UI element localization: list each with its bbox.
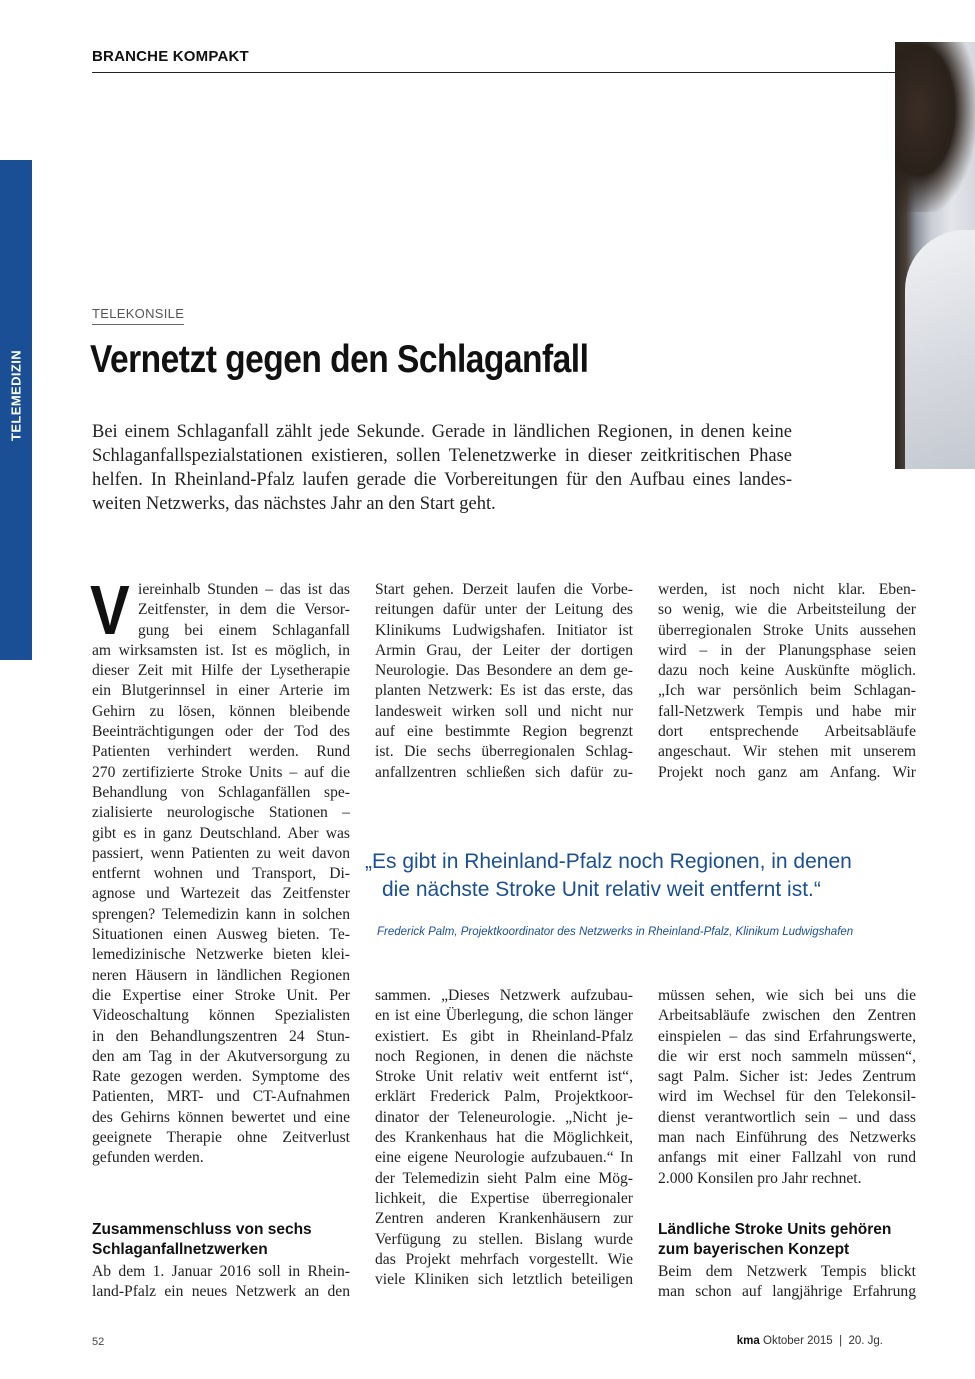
body-line: viele Kliniken sich letztlich beteiligen <box>375 1271 633 1289</box>
footer-info <box>737 1335 883 1347</box>
body-line: land-Pfalz ein neues Netzwerk an den <box>92 1283 350 1301</box>
issue-date: Oktober 2015 <box>763 1335 833 1347</box>
body-line: lichkeit, die Expertise überregionaler <box>375 1189 633 1207</box>
body-line: ist. Die sechs überregionalen Schlag- <box>375 743 633 761</box>
body-line: Zentren anderen Krankenhäusern zur <box>375 1210 633 1228</box>
lead-line: Schlaganfallspezialstationen existieren, sollen Telenetzwerke in dieser zeitkritischen Phase <box>92 446 792 466</box>
body-line: dazu noch keine Auskünfte möglich. <box>658 662 916 680</box>
body-line: überregionalen Stroke Units aussehen <box>658 621 916 639</box>
body-line: Klinikums Ludwigshafen. Initiator ist <box>375 621 633 639</box>
body-line: anfallzentren schließen sich dafür zu- <box>375 763 633 781</box>
body-line: in den Behandlungszentren 24 Stun- <box>92 1027 350 1045</box>
body-column-2 <box>375 580 633 783</box>
body-line: passiert, wenn Patienten zu weit davon <box>92 844 350 862</box>
body-line: 270 zertifizierte Stroke Units – auf die <box>92 763 350 781</box>
header-rule <box>92 72 895 73</box>
body-line: entfernt wohnen und Transport, Di- <box>92 865 350 883</box>
subheading-2 <box>658 1220 916 1260</box>
body-line: reitungen dafür unter der Leitung des <box>375 601 633 619</box>
body-line: Neurologie. Das Besondere an dem ge- <box>375 662 633 680</box>
body-line: dieser Zeit mit Hilfe der Lysetherapie <box>92 662 350 680</box>
volume: 20. Jg. <box>848 1335 883 1347</box>
subheading-line: Zusammenschluss von sechs <box>92 1221 312 1238</box>
body-line: planten Netzwerk: Es ist das erste, das <box>375 682 633 700</box>
body-line: müssen sehen, wie sich bei uns die <box>658 987 916 1004</box>
pull-quote-line: „Es gibt in Rheinland-Pfalz noch Regionen, in denen <box>365 850 852 873</box>
drop-cap: V <box>90 571 130 649</box>
body-line: auf eine bestimmte Region begrenzt <box>375 723 633 741</box>
body-line: iereinhalb Stunden – das ist das <box>138 581 350 598</box>
pull-quote <box>365 848 852 904</box>
body-line: geeignete Therapie ohne Zeitverlust <box>92 1129 350 1147</box>
pull-quote-line: die nächste Stroke Unit relativ weit entfernt ist.“ <box>382 878 821 901</box>
body-line: Situationen einen Ausweg bieten. Te- <box>92 926 350 944</box>
body-line: noch Regionen, in denen die nächste <box>375 1047 633 1065</box>
body-line: Ab dem 1. Januar 2016 soll in Rhein- <box>92 1263 350 1280</box>
subheading-1 <box>92 1220 350 1260</box>
footer-separator: | <box>839 1335 843 1347</box>
body-column-3-continued <box>658 1262 916 1303</box>
body-line: Rate gezogen werden. Symptome des <box>92 1068 350 1086</box>
body-line: den am Tag in der Akutversorgung zu <box>92 1047 350 1065</box>
body-line: man nach Einführung des Netzwerks <box>658 1129 916 1147</box>
article-kicker: TELEKONSILE <box>92 306 185 321</box>
body-line: 2.000 Konsilen pro Jahr rechnet. <box>658 1169 862 1187</box>
body-line: Arbeitsabläufe zwischen den Zentren <box>658 1007 916 1025</box>
body-line: Projekt noch ganz am Anfang. Wir <box>658 763 916 781</box>
body-line: die Expertise einer Stroke Unit. Per <box>92 986 350 1004</box>
body-line: dinator der Teleneurologie. „Nicht je- <box>375 1108 633 1126</box>
body-line: dienst verantwortlich sein – und dass <box>658 1108 916 1126</box>
body-line: gung bei einem Schlaganfall <box>138 621 350 639</box>
body-line: sprengen? Telemedizin kann in solchen <box>92 905 350 923</box>
body-line: existiert. Es gibt in Rheinland-Pfalz <box>375 1027 633 1045</box>
body-line: man schon auf langjährige Erfahrung <box>658 1283 916 1301</box>
section-label: BRANCHE KOMPAKT <box>92 48 249 65</box>
body-column-3-lower <box>658 986 916 1189</box>
body-line: einspielen – das sind Erfahrungswerte, <box>658 1027 916 1045</box>
body-line: Beeinträchtigungen oder der Tod des <box>92 723 350 741</box>
body-line: angeschaut. Wir stehen mit unserem <box>658 743 916 761</box>
body-column-2-lower <box>375 986 633 1290</box>
body-line: des Gehirns können bewertet und eine <box>92 1108 350 1126</box>
body-line: Videoschaltung können Spezialisten <box>92 1007 350 1025</box>
body-line: die wir erst noch sammeln müssen“, <box>658 1047 916 1065</box>
body-line: „Ich war persönlich beim Schlagan- <box>658 682 916 700</box>
body-line: Patienten verhindert werden. Rund <box>92 743 350 761</box>
body-line: fall-Netzwerk Tempis und habe mir <box>658 702 916 720</box>
body-line: wird – in der Planungsphase seien <box>658 641 916 659</box>
magazine-name: kma <box>736 1335 760 1347</box>
body-line: landesweit wirken soll und nicht nur <box>375 702 633 720</box>
body-line: am wirksamsten ist. Ist es möglich, in <box>92 641 350 659</box>
body-line: Zeitfenster, in dem die Versor- <box>138 601 350 619</box>
body-line: Verfügung zu stellen. Bislang wurde <box>375 1230 633 1248</box>
body-line: sammen. „Dieses Netzwerk aufzubau- <box>375 987 633 1004</box>
body-line: erklärt Frederick Palm, Projektkoor- <box>375 1088 633 1106</box>
body-column-1-continued <box>92 1262 350 1303</box>
body-column-3 <box>658 580 916 783</box>
body-line: Beim dem Netzwerk Tempis blickt <box>658 1263 916 1280</box>
pull-quote-attribution: Frederick Palm, Projektkoordinator des Netzwerks in Rheinland-Pfalz, Klinikum Ludwigshafen <box>377 926 854 938</box>
lead-line: Bei einem Schlaganfall zählt jede Sekunde. Gerade in ländlichen Regionen, in denen keine <box>92 422 792 442</box>
subheading-line: zum bayerischen Konzept <box>658 1241 850 1258</box>
body-line: des Krankenhaus hat die Möglichkeit, <box>375 1129 633 1147</box>
body-line: en ist eine Überlegung, die schon länger <box>375 1007 633 1025</box>
body-line: so wenig, wie die Arbeitsteilung der <box>658 601 916 619</box>
page-number: 52 <box>92 1336 105 1348</box>
subheading-line: Ländliche Stroke Units gehören <box>658 1221 892 1238</box>
body-line: das Projekt mehrfach vorgestellt. Wie <box>375 1250 633 1268</box>
body-line: wird im Wechsel für den Telekonsil- <box>658 1088 916 1106</box>
article-photo-shoulder <box>905 230 975 469</box>
body-line: dort entsprechende Arbeitsabläufe <box>658 723 916 741</box>
body-line: agnose und Wartezeit das Zeitfenster <box>92 885 350 903</box>
side-tab <box>0 160 32 660</box>
body-line: anfangs mit einer Fallzahl von rund <box>658 1149 916 1167</box>
body-line: Gehirn zu lösen, können bleibende <box>92 702 350 720</box>
body-line: eine eigene Neurologie aufzubauen.“ In <box>375 1149 633 1167</box>
kicker-rule <box>92 324 184 325</box>
body-line: lemedizinische Netzwerke bieten klei- <box>92 946 350 964</box>
article-title: Vernetzt gegen den Schlaganfall <box>90 338 589 381</box>
subheading-line: Schlaganfallnetzwerken <box>92 1241 268 1258</box>
side-tab-label: TELEMEDIZIN <box>8 349 24 441</box>
body-line: Stroke Unit relativ weit entfernt ist“, <box>375 1068 633 1086</box>
body-line: gibt es in ganz Deutschland. Aber was <box>92 824 350 842</box>
body-line: werden, ist noch nicht klar. Eben- <box>658 581 916 598</box>
body-line: Armin Grau, der Leiter der dortigen <box>375 641 633 659</box>
body-line: Patienten, MRT- und CT-Aufnahmen <box>92 1088 350 1106</box>
body-line: sagt Palm. Sicher ist: Jedes Zentrum <box>658 1068 916 1086</box>
lead-line: helfen. In Rheinland-Pfalz laufen gerade die Vorbereitungen für den Aufbau eines landes- <box>92 470 792 490</box>
body-line: neren Häusern in ländlichen Regionen <box>92 966 350 984</box>
body-line: Start gehen. Derzeit laufen die Vorbe- <box>375 581 633 598</box>
body-column-1 <box>90 571 350 1169</box>
body-line: zialisierte neurologische Stationen – <box>92 804 350 822</box>
article-lead <box>92 420 792 516</box>
body-line: der Telemedizin sieht Palm eine Mög- <box>375 1169 633 1187</box>
lead-line: weiten Netzwerks, das nächstes Jahr an den Start geht. <box>92 494 496 514</box>
body-line: ein Blutgerinnsel in einer Arterie im <box>92 682 350 700</box>
body-line: Behandlung von Schlaganfällen spe- <box>92 783 350 801</box>
body-line: gefunden werden. <box>92 1149 204 1167</box>
article-photo-hair <box>895 42 975 212</box>
